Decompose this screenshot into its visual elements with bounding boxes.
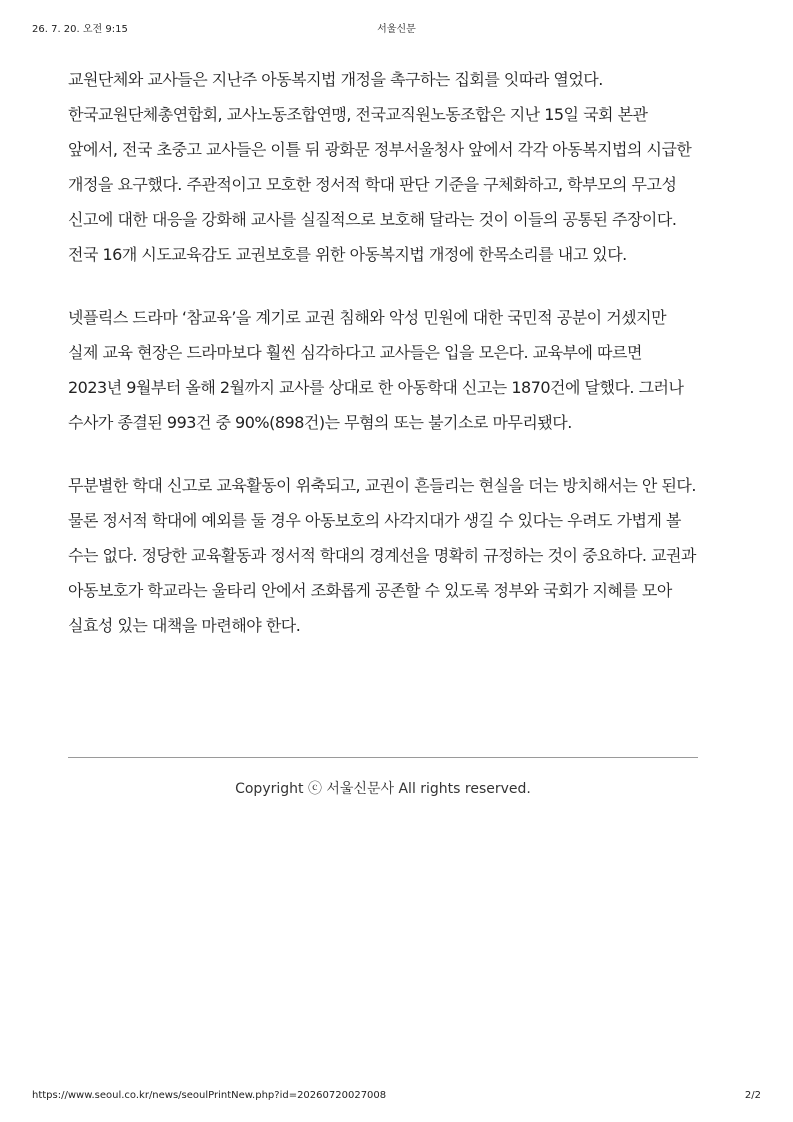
print-header [32, 20, 761, 36]
footer-divider [68, 757, 698, 758]
page-number: 2/2 [744, 1090, 761, 1101]
article-paragraph: 넷플릭스 드라마 ‘참교육’을 계기로 교권 침해와 악성 민원에 대한 국민적 공분이 거셌지만 실제 교육 현장은 드라마보다 훨씬 심각하다고 교사들은 입을 모은다. 교육부에 따르면 2023년 9월부터 올해 2월까지 교사를 상대로 한 아동학대 신고는 1870건에 달했다. 그러나 수사가 종결된 993건 중 90%(898건)는 무혐의 또는 불기소로 마무리됐다. [68, 308, 684, 432]
article-body [68, 62, 700, 671]
print-datetime: 26. 7. 20. 오전 9:15 [32, 24, 128, 35]
print-site-title: 서울신문 [377, 24, 416, 35]
article-paragraph: 무분별한 학대 신고로 교육활동이 위축되고, 교권이 흔들리는 현실을 더는 방치해서는 안 된다. 물론 정서적 학대에 예외를 둘 경우 아동보호의 사각지대가 생길 수 있다는 우려도 가볍게 볼 수는 없다. 정당한 교육활동과 정서적 학대의 경계선을 명확히 규정하는 것이 중요하다. 교권과 아동보호가 학교라는 울타리 안에서 조화롭게 공존할 수 있도록 정부와 국회가 지혜를 모아 실효성 있는 대책을 마련해야 한다. [68, 476, 696, 635]
copyright-notice: Copyright ⓒ 서울신문사 All rights reserved. [235, 781, 531, 797]
print-url: https://www.seoul.co.kr/news/seoulPrintNew.php?id=20260720027008 [32, 1090, 387, 1101]
article-paragraph: 교원단체와 교사들은 지난주 아동복지법 개정을 촉구하는 집회를 잇따라 열었다. 한국교원단체총연합회, 교사노동조합연맹, 전국교직원노동조합은 지난 15일 국회 본관 앞에서, 전국 초중고 교사들은 이틀 뒤 광화문 정부서울청사 앞에서 각각 아동복지법의 시급한 개정을 요구했다. 주관적이고 모호한 정서적 학대 판단 기준을 구체화하고, 학부모의 무고성 신고에 대한 대응을 강화해 교사를 실질적으로 보호해 달라는 것이 이들의 공통된 주장이다. 전국 16개 시도교육감도 교권보호를 위한 아동복지법 개정에 한목소리를 내고 있다. [68, 70, 692, 264]
print-footer [32, 1090, 761, 1104]
